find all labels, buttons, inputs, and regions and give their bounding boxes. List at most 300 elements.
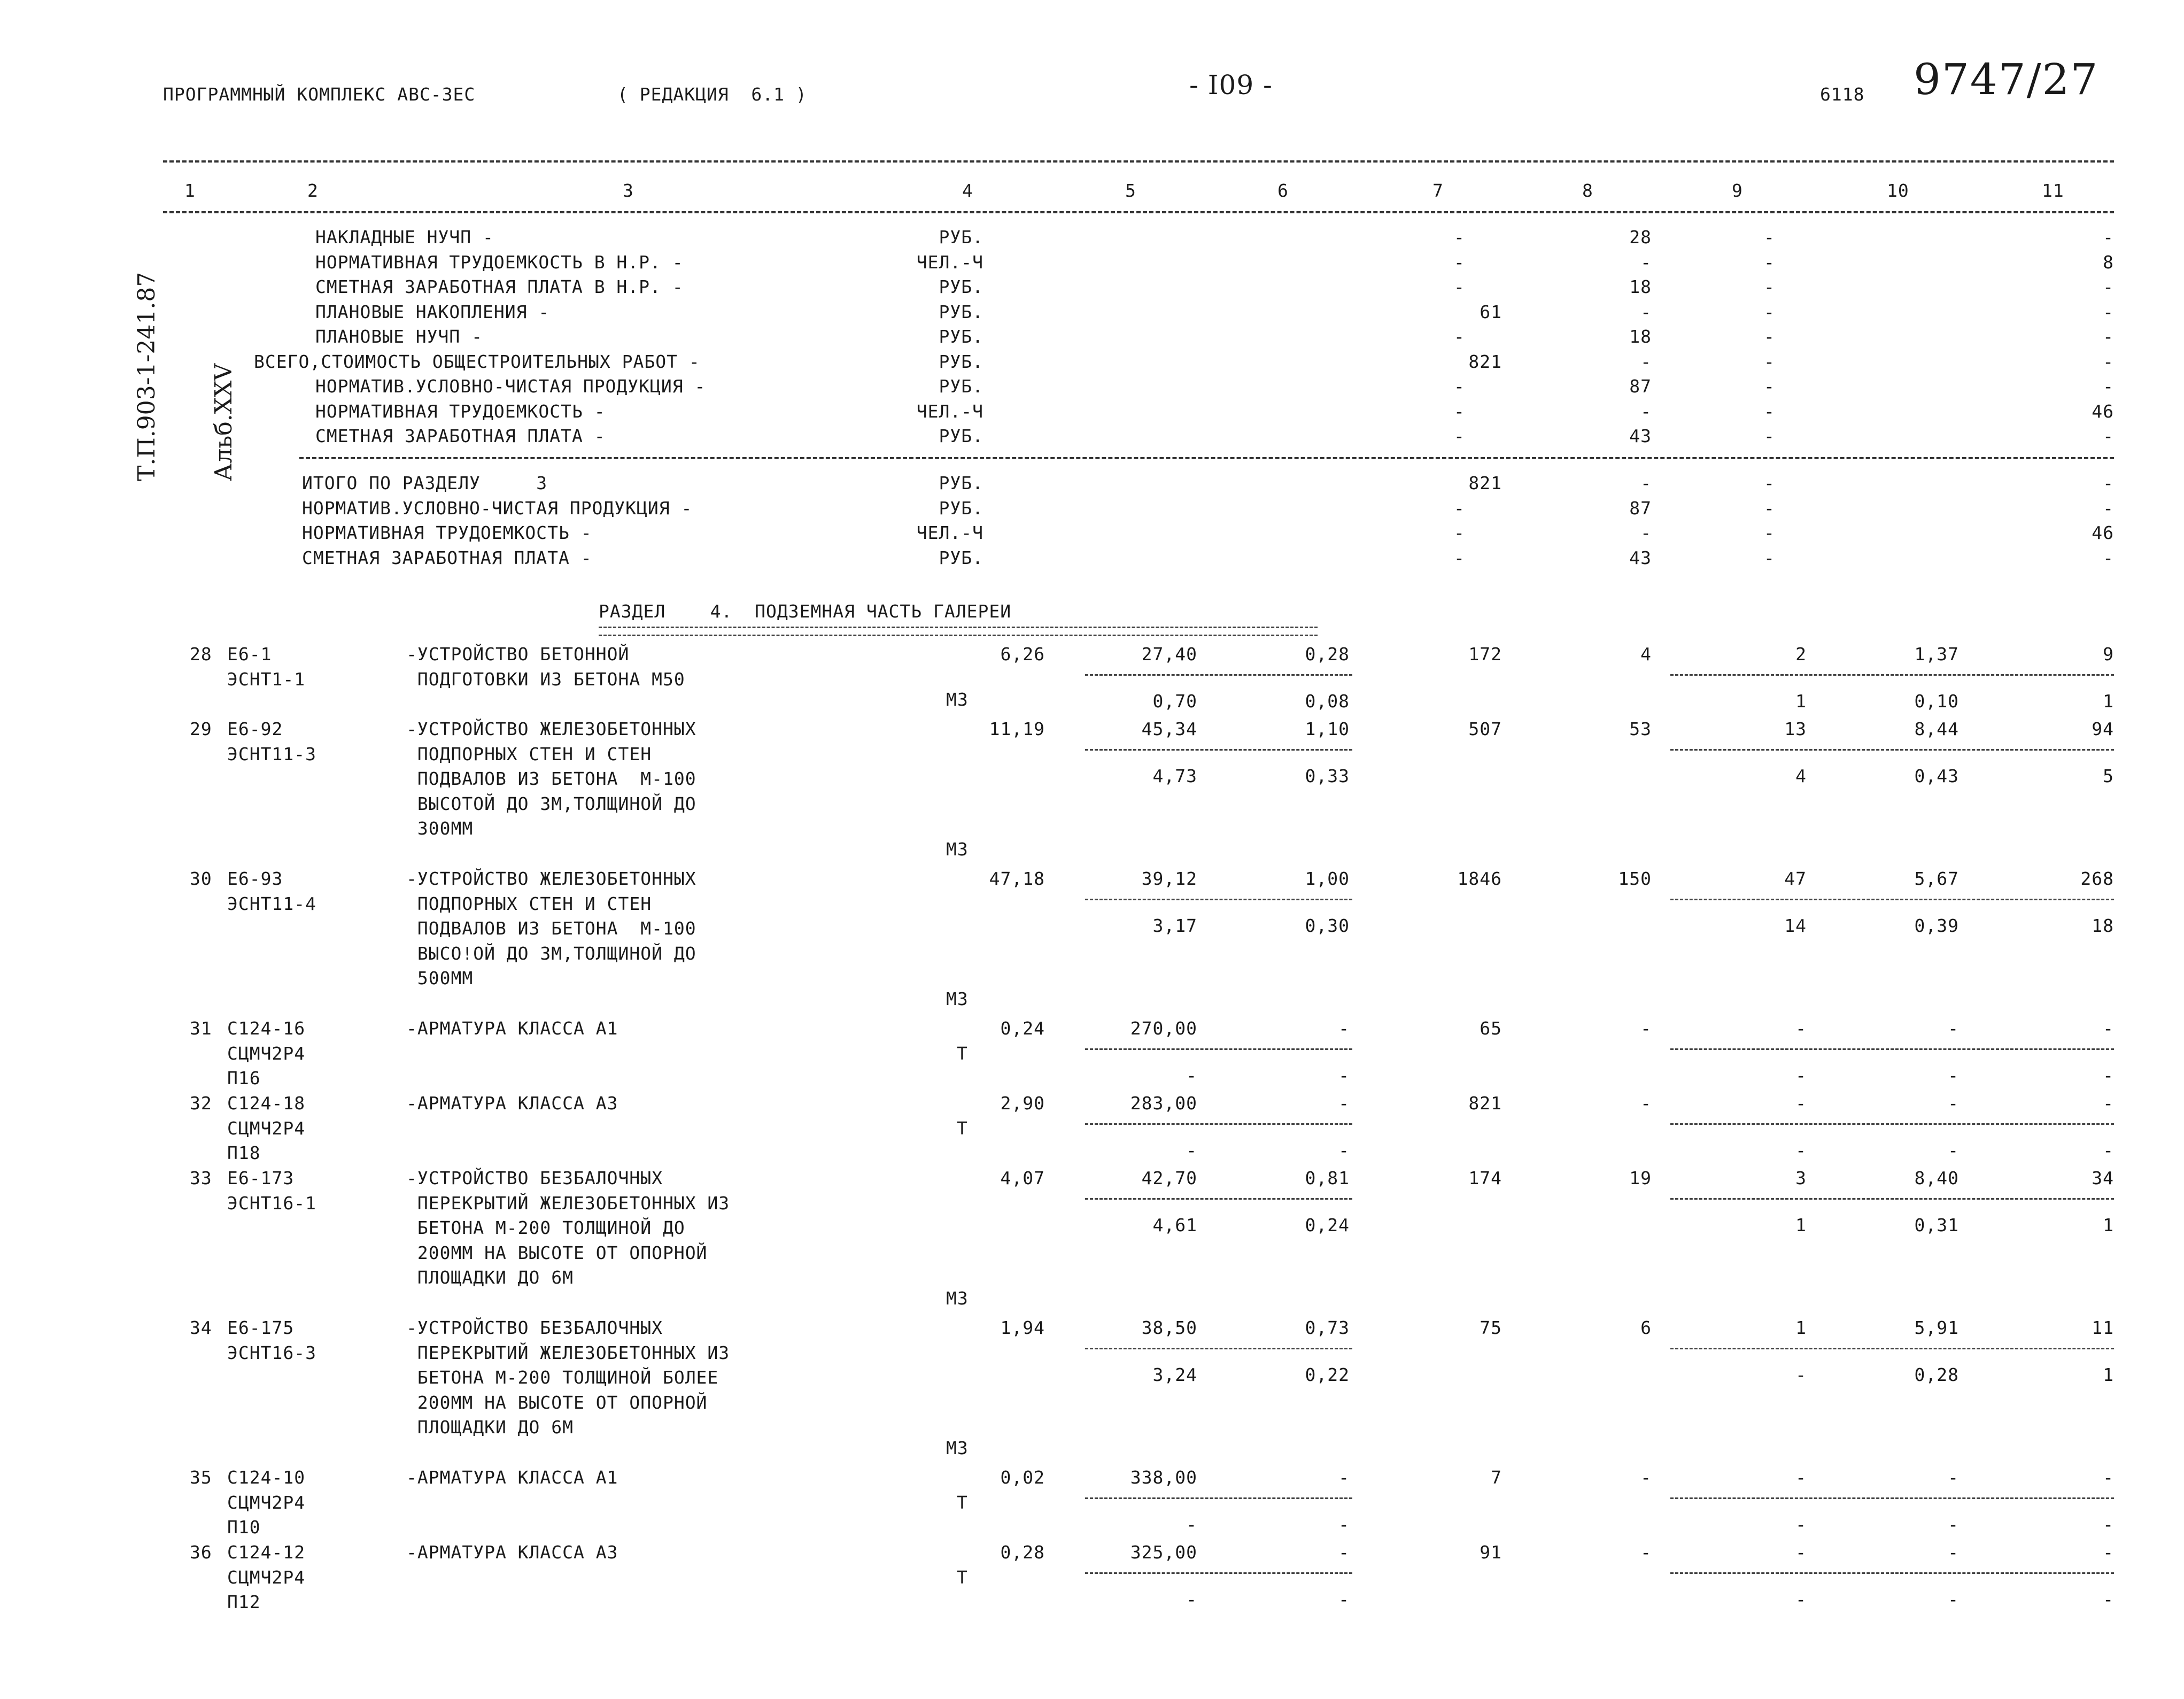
total-c7: - [1454,547,1465,568]
item-description-line: ПЕРЕКРЫТИЙ ЖЕЛЕЗОБЕТОННЫХ ИЗ [406,1192,730,1214]
item-c5: 42,70 [1141,1168,1197,1188]
item-c5b: 3,24 [1152,1364,1197,1385]
item-c7: 1846 [1457,868,1502,889]
item-description-line: 500ММ [406,968,474,988]
item-number: 30 [190,868,212,889]
item-c4: 4,07 [1000,1168,1045,1188]
item-c4: 0,02 [1000,1467,1045,1488]
total-c9: - [1764,497,1775,519]
item-c9b: - [1795,1140,1807,1161]
total-label: НОРМАТИВНАЯ ТРУДОЕМКОСТЬ - [315,400,606,422]
item-code: Е6-173 [227,1168,295,1188]
item-c10b: - [1948,1065,1959,1086]
total-c9: - [1764,227,1775,248]
item-rule-c5-6 [1085,1198,1352,1200]
item-code: С124-18 [227,1093,306,1114]
item-code3: П10 [227,1517,261,1538]
item-c11: - [2103,1542,2114,1563]
total-unit: РУБ. [939,426,983,446]
item-c7: 91 [1480,1542,1502,1563]
item-rule-c5-6 [1085,1497,1352,1499]
item-c10: 5,91 [1914,1317,1959,1338]
column-header-11: 11 [2042,180,2064,201]
total-unit: РУБ. [939,301,983,322]
item-c10b: - [1948,1514,1959,1535]
total-c7: 821 [1468,351,1502,372]
item-description-line: ПОДВАЛОВ ИЗ БЕТОНА М-100 [406,768,696,789]
item-rule-c9-11 [1670,674,2114,676]
total-c11: - [2103,351,2114,372]
item-number: 32 [190,1093,212,1114]
total-unit: ЧЕЛ.-Ч [916,522,983,543]
item-description-line: 200ММ НА ВЫСОТЕ ОТ ОПОРНОЙ [406,1242,708,1263]
total-c7: - [1454,497,1465,519]
item-description-line: 300ММ [406,818,474,839]
item-c8: 4 [1640,644,1652,665]
item-rule-c5-6 [1085,1123,1352,1125]
total-label: НАКЛАДНЫЕ НУЧП - [315,227,494,248]
total-unit: РУБ. [939,351,983,372]
item-description-line: ПОДГОТОВКИ ИЗ БЕТОНА М50 [406,668,685,690]
side-album-line1: Т.П.903-1-241.87 [133,272,160,481]
item-description-line: -УСТРОЙСТВО БЕЗБАЛОЧНЫХ [406,1317,663,1338]
item-c9b: - [1795,1065,1807,1086]
item-rule-c9-11 [1670,1497,2114,1499]
item-description-line: ПЕРЕКРЫТИЙ ЖЕЛЕЗОБЕТОННЫХ ИЗ [406,1342,730,1363]
item-c7: 174 [1468,1168,1502,1188]
item-description-line: -УСТРОЙСТВО БЕЗБАЛОЧНЫХ [406,1168,663,1188]
total-c11: - [2103,426,2114,446]
item-c9b: - [1795,1364,1807,1385]
total-c11: - [2103,227,2114,248]
item-c11: - [2103,1093,2114,1114]
total-c11: 8 [2103,251,2114,273]
item-c4: 11,19 [989,719,1045,739]
item-c11: 9 [2103,644,2114,665]
item-c9: 2 [1795,644,1807,665]
item-c8: 19 [1629,1168,1652,1188]
total-c9: - [1764,351,1775,372]
item-c7: 75 [1480,1317,1502,1338]
item-c4: 47,18 [989,868,1045,889]
item-c6: 1,00 [1305,868,1350,889]
item-c6: - [1338,1093,1350,1114]
total-unit: РУБ. [939,326,983,347]
total-c9: - [1764,547,1775,568]
item-c10: - [1948,1018,1959,1039]
item-rule-c5-6 [1085,749,1352,751]
item-rule-c5-6 [1085,899,1352,900]
item-description-line: -АРМАТУРА КЛАССА А3 [406,1093,618,1114]
item-rule-c9-11 [1670,899,2114,900]
total-c7: 821 [1468,473,1502,493]
item-c11b: 18 [2092,915,2114,936]
total-c11: - [2103,497,2114,519]
item-c6: - [1338,1467,1350,1488]
total-c8: 43 [1629,426,1652,446]
item-c9b: 1 [1795,1215,1807,1235]
item-c5: 38,50 [1141,1317,1197,1338]
total-c8: - [1640,473,1652,493]
item-rule-c9-11 [1670,1048,2114,1050]
item-unit: Т [957,1117,968,1139]
item-unit: М3 [946,689,969,710]
item-c6: 0,28 [1305,644,1350,665]
total-c11: - [2103,473,2114,493]
column-header-2: 2 [307,180,319,201]
total-c11: - [2103,301,2114,322]
item-number: 29 [190,719,212,739]
handwritten-doc-number: 9747/27 [1914,55,2099,104]
item-code3: П12 [227,1592,261,1612]
total-c9: - [1764,400,1775,422]
item-code2: СЦМЧ2Р4 [227,1566,306,1588]
item-c9: 47 [1784,868,1807,889]
item-code: С124-10 [227,1467,306,1488]
total-unit: РУБ. [939,276,983,297]
total-label: ВСЕГО,СТОИМОСТЬ ОБЩЕСТРОИТЕЛЬНЫХ РАБОТ - [254,351,700,372]
item-c10b: 0,43 [1914,766,1959,786]
total-c8: - [1640,522,1652,543]
total-label: ИТОГО ПО РАЗДЕЛУ 3 [302,473,548,493]
total-label: ПЛАНОВЫЕ НАКОПЛЕНИЯ - [315,301,550,322]
item-c5b: 4,73 [1152,766,1197,786]
total-c8: 18 [1629,326,1652,347]
column-header-7: 7 [1432,180,1444,201]
item-c6b: 0,22 [1305,1364,1350,1385]
item-unit: М3 [946,838,969,860]
total-unit: РУБ. [939,473,983,493]
item-description-line: -АРМАТУРА КЛАССА А1 [406,1467,618,1488]
header-rule-bottom [163,211,2114,213]
page-number: - I09 - [1189,69,1273,101]
column-header-6: 6 [1277,180,1289,201]
column-header-9: 9 [1732,180,1743,201]
total-c8: 87 [1629,497,1652,519]
section-title: РАЗДЕЛ 4. ПОДЗЕМНАЯ ЧАСТЬ ГАЛЕРЕИ [599,601,1012,622]
item-c8: 6 [1640,1317,1652,1338]
item-code2: СЦМЧ2Р4 [227,1117,306,1139]
total-label: СМЕТНАЯ ЗАРАБОТНАЯ ПЛАТА - [302,547,592,568]
item-c6b: - [1338,1514,1350,1535]
total-label: СМЕТНАЯ ЗАРАБОТНАЯ ПЛАТА В Н.Р. - [315,276,684,297]
item-description-line: -АРМАТУРА КЛАССА А3 [406,1542,618,1563]
item-c9: 3 [1795,1168,1807,1188]
column-header-3: 3 [623,180,634,201]
item-c10: 5,67 [1914,868,1959,889]
total-unit: РУБ. [939,497,983,519]
item-description-line: ВЫСО!ОЙ ДО 3М,ТОЛЩИНОЙ ДО [406,943,696,964]
item-code: Е6-1 [227,644,272,665]
total-c8: - [1640,301,1652,322]
total-label: НОРМАТИВ.УСЛОВНО-ЧИСТАЯ ПРОДУКЦИЯ - [302,497,693,519]
item-c11b: 1 [2103,1215,2114,1235]
item-description-line: ПОДПОРНЫХ СТЕН И СТЕН [406,893,652,914]
item-c10b: 0,31 [1914,1215,1959,1235]
item-c6b: - [1338,1065,1350,1086]
side-album-stamp [83,272,262,481]
item-description-line: ВЫСОТОЙ ДО 3М,ТОЛЩИНОЙ ДО [406,793,696,814]
total-label: СМЕТНАЯ ЗАРАБОТНАЯ ПЛАТА - [315,426,606,446]
item-unit: М3 [946,1437,969,1458]
item-c11b: - [2103,1589,2114,1610]
item-c11b: - [2103,1065,2114,1086]
item-code2: ЭСНТ11-3 [227,743,316,764]
item-c4: 6,26 [1000,644,1045,665]
total-c9: - [1764,473,1775,493]
item-c11: 34 [2092,1168,2114,1188]
item-c5: 27,40 [1141,644,1197,665]
total-c8: - [1640,251,1652,273]
item-c6b: - [1338,1140,1350,1161]
item-c11b: - [2103,1514,2114,1535]
total-label: НОРМАТИВ.УСЛОВНО-ЧИСТАЯ ПРОДУКЦИЯ - [315,376,706,397]
item-rule-c9-11 [1670,1348,2114,1349]
item-number: 31 [190,1018,212,1039]
item-code: Е6-93 [227,868,283,889]
item-number: 35 [190,1467,212,1488]
item-c4: 2,90 [1000,1093,1045,1114]
item-c11b: 1 [2103,1364,2114,1385]
item-code2: СЦМЧ2Р4 [227,1042,306,1064]
item-c5b: - [1186,1589,1197,1610]
total-c9: - [1764,522,1775,543]
total-c7: - [1454,326,1465,347]
item-rule-c9-11 [1670,1198,2114,1200]
item-c10b: - [1948,1140,1959,1161]
item-description-line: БЕТОНА М-200 ТОЛЩИНОЙ БОЛЕЕ [406,1367,719,1388]
item-c10: - [1948,1093,1959,1114]
item-c7: 7 [1491,1467,1502,1488]
item-c8: - [1640,1018,1652,1039]
item-rule-c9-11 [1670,749,2114,751]
item-description-line: ПОДВАЛОВ ИЗ БЕТОНА М-100 [406,918,696,939]
item-description-line: -УСТРОЙСТВО ЖЕЛЕЗОБЕТОННЫХ [406,868,696,889]
item-c6b: 0,30 [1305,915,1350,936]
total-c9: - [1764,326,1775,347]
item-c11: - [2103,1018,2114,1039]
item-code: С124-12 [227,1542,306,1563]
item-code2: ЭСНТ11-4 [227,893,316,914]
item-c10b: 0,28 [1914,1364,1959,1385]
item-code2: ЭСНТ16-3 [227,1342,316,1363]
item-code2: СЦМЧ2Р4 [227,1492,306,1513]
total-unit: ЧЕЛ.-Ч [916,400,983,422]
item-description-line: -УСТРОЙСТВО ЖЕЛЕЗОБЕТОННЫХ [406,719,696,739]
total-unit: РУБ. [939,376,983,397]
item-code: С124-16 [227,1018,306,1039]
total-c11: - [2103,276,2114,297]
item-c7: 821 [1468,1093,1502,1114]
item-number: 36 [190,1542,212,1563]
column-header-1: 1 [184,180,196,201]
item-code3: П18 [227,1142,261,1163]
item-c8: 53 [1629,719,1652,739]
item-c11: 268 [2080,868,2114,889]
program-name: ПРОГРАММНЫЙ КОМПЛЕКС АВС-3ЕС [163,84,476,105]
item-c6b: 0,08 [1305,691,1350,712]
item-c5b: - [1186,1065,1197,1086]
item-c9: - [1795,1467,1807,1488]
item-rule-c5-6 [1085,1048,1352,1050]
column-header-8: 8 [1582,180,1593,201]
item-c6: - [1338,1018,1350,1039]
item-c10: 8,44 [1914,719,1959,739]
item-c10b: 0,39 [1914,915,1959,936]
item-c7: 172 [1468,644,1502,665]
total-c7: - [1454,227,1465,248]
item-unit: М3 [946,1287,969,1309]
column-header-10: 10 [1887,180,1909,201]
total-c11: 46 [2092,400,2114,422]
item-c5b: 3,17 [1152,915,1197,936]
item-c10b: - [1948,1589,1959,1610]
item-c5b: 0,70 [1152,691,1197,712]
total-c7: - [1454,276,1465,297]
item-unit: Т [957,1042,968,1064]
item-code2: ЭСНТ1-1 [227,668,306,690]
item-c4: 0,28 [1000,1542,1045,1563]
section-title-underline [599,627,1318,636]
column-header-5: 5 [1125,180,1136,201]
item-c6: - [1338,1542,1350,1563]
item-description-line: -АРМАТУРА КЛАССА А1 [406,1018,618,1039]
header-rule-top [163,160,2114,163]
item-c9: - [1795,1542,1807,1563]
item-number: 28 [190,644,212,665]
item-c6b: 0,33 [1305,766,1350,786]
doc-code: 6118 [1820,84,1865,105]
total-c7: - [1454,376,1465,397]
item-c6: 0,81 [1305,1168,1350,1188]
total-c9: - [1764,301,1775,322]
total-label: НОРМАТИВНАЯ ТРУДОЕМКОСТЬ - [302,522,592,543]
program-edition: ( РЕДАКЦИЯ 6.1 ) [617,84,807,105]
item-c11b: 1 [2103,691,2114,712]
item-c6: 0,73 [1305,1317,1350,1338]
item-description-line: ПЛОЩАДКИ ДО 6М [406,1417,574,1438]
item-c6: 1,10 [1305,719,1350,739]
item-rule-c9-11 [1670,1572,2114,1574]
total-c7: - [1454,426,1465,446]
total-unit: РУБ. [939,227,983,248]
total-c11: - [2103,376,2114,397]
item-c7: 65 [1480,1018,1502,1039]
item-c5: 39,12 [1141,868,1197,889]
total-c7: - [1454,400,1465,422]
item-c10: - [1948,1542,1959,1563]
total-c11: 46 [2092,522,2114,543]
item-c6b: 0,24 [1305,1215,1350,1235]
item-description-line: БЕТОНА М-200 ТОЛЩИНОЙ ДО [406,1217,685,1238]
item-c7: 507 [1468,719,1502,739]
item-c5: 270,00 [1130,1018,1197,1039]
total-c7: - [1454,522,1465,543]
item-code: Е6-92 [227,719,283,739]
item-c10: 1,37 [1914,644,1959,665]
item-c5: 45,34 [1141,719,1197,739]
total-c9: - [1764,276,1775,297]
item-c6b: - [1338,1589,1350,1610]
item-c11b: - [2103,1140,2114,1161]
item-c10: - [1948,1467,1959,1488]
item-rule-c5-6 [1085,674,1352,676]
item-c11b: 5 [2103,766,2114,786]
side-album-line2: Альб.XXV [210,363,237,481]
item-c11: - [2103,1467,2114,1488]
item-c9b: 14 [1784,915,1807,936]
item-c9: - [1795,1093,1807,1114]
total-c8: 28 [1629,227,1652,248]
item-unit: Т [957,1492,968,1513]
total-c9: - [1764,251,1775,273]
total-unit: ЧЕЛ.-Ч [916,251,983,273]
item-rule-c5-6 [1085,1572,1352,1574]
total-c9: - [1764,376,1775,397]
item-description-line: ПЛОЩАДКИ ДО 6М [406,1267,574,1288]
item-unit: М3 [946,988,969,1009]
total-label: НОРМАТИВНАЯ ТРУДОЕМКОСТЬ В Н.Р. - [315,251,684,273]
item-c9: 1 [1795,1317,1807,1338]
total-c7: 61 [1480,301,1502,322]
item-c5b: - [1186,1514,1197,1535]
item-c11: 94 [2092,719,2114,739]
item-unit: Т [957,1566,968,1588]
item-code3: П16 [227,1068,261,1088]
item-c10: 8,40 [1914,1168,1959,1188]
item-c10b: 0,10 [1914,691,1959,712]
item-c4: 1,94 [1000,1317,1045,1338]
item-c9b: 4 [1795,766,1807,786]
item-description-line: -УСТРОЙСТВО БЕТОННОЙ [406,644,630,665]
total-unit: РУБ. [939,547,983,568]
item-code2: ЭСНТ16-1 [227,1192,316,1214]
item-number: 33 [190,1168,212,1188]
item-c9b: - [1795,1514,1807,1535]
total-c9: - [1764,426,1775,446]
total-label: ПЛАНОВЫЕ НУЧП - [315,326,483,347]
item-c11: 11 [2092,1317,2114,1338]
item-c5: 325,00 [1130,1542,1197,1563]
total-c8: 43 [1629,547,1652,568]
item-description-line: ПОДПОРНЫХ СТЕН И СТЕН [406,743,652,764]
item-c9: 13 [1784,719,1807,739]
totals-rule [299,457,2114,459]
item-c9: - [1795,1018,1807,1039]
total-c8: - [1640,351,1652,372]
item-c5b: 4,61 [1152,1215,1197,1235]
item-c4: 0,24 [1000,1018,1045,1039]
item-number: 34 [190,1317,212,1338]
item-c8: - [1640,1467,1652,1488]
item-rule-c9-11 [1670,1123,2114,1125]
item-c5: 338,00 [1130,1467,1197,1488]
item-code: Е6-175 [227,1317,295,1338]
item-c8: 150 [1618,868,1652,889]
column-header-4: 4 [962,180,973,201]
item-c8: - [1640,1542,1652,1563]
total-c8: 18 [1629,276,1652,297]
item-c8: - [1640,1093,1652,1114]
total-c7: - [1454,251,1465,273]
item-rule-c5-6 [1085,1348,1352,1349]
total-c11: - [2103,547,2114,568]
item-c9b: 1 [1795,691,1807,712]
total-c8: - [1640,400,1652,422]
item-c5: 283,00 [1130,1093,1197,1114]
item-c5b: - [1186,1140,1197,1161]
item-c9b: - [1795,1589,1807,1610]
